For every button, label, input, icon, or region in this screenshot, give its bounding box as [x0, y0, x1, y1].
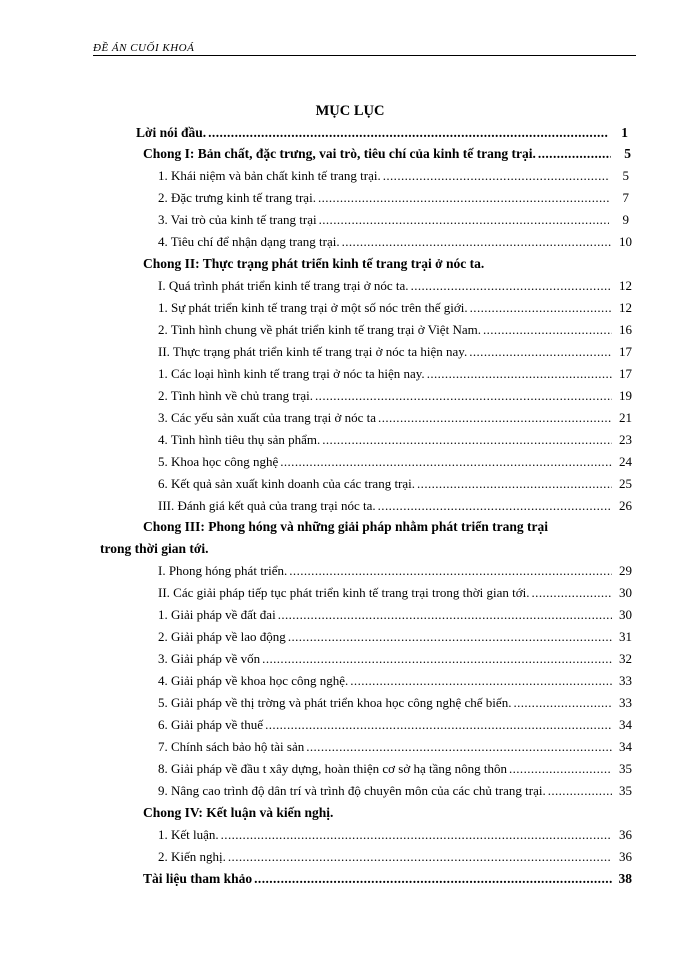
toc-entry-label: 3. Vai trò của kinh tế trang trại [158, 212, 317, 227]
toc-entry[interactable] [158, 366, 632, 382]
dot-leader [315, 388, 612, 404]
toc-entry-label: II. Các giải pháp tiếp tục phát triển kinh tế trang trại trong thời gian tới. [158, 585, 530, 600]
toc-entry-label: 2. Kiến nghị. [158, 849, 226, 864]
toc-entry-page: 19 [619, 388, 632, 403]
dot-leader [548, 783, 612, 799]
toc-entry-label: II. Thực trạng phát triển kinh tế trang trại ở nóc ta hiện nay. [158, 344, 468, 359]
dot-leader [383, 168, 609, 184]
toc-entry-page: 5 [622, 168, 629, 183]
toc-entry-page: 5 [624, 146, 631, 161]
dot-leader [228, 849, 612, 865]
toc-entry[interactable] [158, 629, 632, 645]
dot-leader [342, 234, 612, 250]
toc-entry[interactable] [158, 322, 632, 338]
toc-entry-label: III. Đánh giá kết quả của trang trại nóc ta. [158, 498, 376, 513]
toc-entry-label: Chong III: Phong hóng và những giải pháp nhằm phát triển trang trại [143, 519, 548, 534]
toc-entry-label: 1. Sự phát triển kinh tế trang trại ở một số nóc trên thế giới. [158, 300, 468, 315]
toc-entry-page: 34 [619, 739, 632, 754]
toc-entry[interactable] [158, 212, 629, 228]
toc-entry-label-continued: trong thời gian tới. [100, 541, 209, 556]
dot-leader [208, 125, 608, 141]
toc-entry-label: 5. Khoa học công nghệ [158, 454, 279, 469]
dot-leader [306, 739, 612, 755]
toc-entry-label: Tài liệu tham khảo [143, 871, 253, 886]
toc-entry[interactable] [158, 563, 632, 579]
dot-leader [288, 629, 612, 645]
toc-entry-label: 5. Giải pháp về thị trờng và phát triển khoa học công nghệ chế biến. [158, 695, 512, 710]
toc-entry[interactable] [158, 651, 632, 667]
toc-title: MỤC LỤC [315, 103, 385, 119]
toc-entry[interactable] [158, 454, 632, 470]
toc-entry-page: 36 [619, 827, 632, 842]
toc-entry-references[interactable] [143, 871, 632, 887]
dot-leader [509, 761, 612, 777]
toc-entry-label: 3. Các yếu sản xuất của trang trại ở nóc ta [158, 410, 377, 425]
toc-entry[interactable] [158, 190, 629, 206]
toc-entry-label: I. Quá trình phát triển kinh tế trang trại ở nóc ta. [158, 278, 409, 293]
dot-leader [318, 190, 609, 206]
toc-entry-preface[interactable] [136, 125, 628, 141]
toc-entry-label: 4. Tiêu chí để nhận dạng trang trại. [158, 234, 340, 249]
toc-entry[interactable] [158, 783, 632, 799]
toc-entry-page: 34 [619, 717, 632, 732]
toc-entry-label: 2. Đặc trưng kinh tế trang trại. [158, 190, 316, 205]
toc-entry-label: 3. Giải pháp về vốn [158, 651, 261, 666]
toc-entry-page: 32 [619, 651, 632, 666]
toc-entry[interactable] [158, 761, 632, 777]
dot-leader [322, 432, 612, 448]
toc-entry-page: 30 [619, 585, 632, 600]
toc-entry-page: 25 [619, 476, 632, 491]
toc-entry-chapter-2[interactable] [143, 256, 631, 272]
dot-leader [378, 498, 612, 514]
toc-entry-label: 1. Giải pháp về đất đai [158, 607, 276, 622]
toc-entry-label: 6. Giải pháp về thuế [158, 717, 264, 732]
toc-entry[interactable] [158, 717, 632, 733]
dot-leader [513, 695, 612, 711]
toc-entry-label: 6. Kết quả sản xuất kinh doanh của các trang trại. [158, 476, 416, 491]
dot-leader [254, 871, 612, 887]
dot-leader [469, 344, 612, 360]
toc-entry-page: 26 [619, 498, 632, 513]
toc-entry[interactable] [158, 234, 632, 250]
dot-leader [289, 563, 612, 579]
toc-entry-page: 29 [619, 563, 632, 578]
toc-entry[interactable] [158, 695, 632, 711]
toc-entry-page: 9 [622, 212, 629, 227]
toc-entry-page: 38 [618, 871, 632, 886]
toc-entry-page: 24 [619, 454, 632, 469]
toc-entry-page: 31 [619, 629, 632, 644]
toc-entry-page: 10 [619, 234, 632, 249]
toc-entry-chapter-3[interactable] [100, 516, 636, 560]
dot-leader [221, 827, 612, 843]
toc-entry-page: 33 [619, 673, 632, 688]
dot-leader [538, 146, 611, 162]
toc-entry-label: 7. Chính sách bảo hộ tài sản [158, 739, 305, 754]
toc-entry-label: 4. Giải pháp về khoa học công nghệ. [158, 673, 349, 688]
toc-entry[interactable] [158, 739, 632, 755]
toc-entry[interactable] [158, 585, 632, 601]
toc-entry-label: I. Phong hóng phát triển. [158, 563, 288, 578]
toc-entry-page: 35 [619, 783, 632, 798]
dot-leader [411, 278, 612, 294]
dot-leader [278, 607, 612, 623]
toc-entry-label: Chong I: Bản chất, đặc trưng, vai trò, tiêu chí của kinh tế trang trại. [143, 146, 536, 161]
toc-entry-label: Chong IV: Kết luận và kiến nghị. [143, 805, 334, 820]
dot-leader [350, 673, 612, 689]
toc-entry[interactable] [158, 498, 632, 514]
toc-entry[interactable] [158, 278, 632, 294]
toc-entry-page: 36 [619, 849, 632, 864]
toc-entry[interactable] [158, 607, 632, 623]
toc-entry[interactable] [158, 410, 632, 426]
toc-entry[interactable] [158, 168, 629, 184]
toc-entry-page: 35 [619, 761, 632, 776]
toc-entry-label: 2. Tình hình về chủ trang trại. [158, 388, 314, 403]
toc-entry[interactable] [158, 388, 632, 404]
toc-entry-page: 12 [619, 300, 632, 315]
toc-entry-page: 17 [619, 366, 632, 381]
toc-entry-page: 17 [619, 344, 632, 359]
dot-leader [483, 322, 612, 338]
toc-entry-page: 23 [619, 432, 632, 447]
header-rule [93, 55, 636, 56]
toc-entry[interactable] [158, 476, 632, 492]
dot-leader [319, 212, 609, 228]
toc-entry[interactable] [158, 432, 632, 448]
toc-entry-chapter-4[interactable] [143, 805, 631, 821]
toc-entry-chapter-1[interactable] [143, 146, 631, 162]
dot-leader [427, 366, 612, 382]
toc-entry-page: 1 [621, 125, 628, 140]
toc-entry-page: 12 [619, 278, 632, 293]
dot-leader [470, 300, 612, 316]
dot-leader [262, 651, 612, 667]
toc-entry[interactable] [158, 849, 632, 865]
toc-entry[interactable] [158, 344, 632, 360]
toc-entry-label: 4. Tình hình tiêu thụ sản phẩm. [158, 432, 321, 447]
toc-entry-label: Lời nói đầu. [136, 125, 207, 140]
toc-entry-label: 1. Kết luận. [158, 827, 219, 842]
toc-entry-page: 30 [619, 607, 632, 622]
toc-entry-label: 9. Nâng cao trình độ dân trí và trình độ chuyên môn của các chủ trang trại. [158, 783, 546, 798]
toc-entry[interactable] [158, 673, 632, 689]
toc-entry[interactable] [158, 300, 632, 316]
dot-leader [378, 410, 612, 426]
toc-entry-page: 7 [622, 190, 629, 205]
toc-entry-label: 2. Giải pháp về lao động [158, 629, 286, 644]
toc-entry[interactable] [158, 827, 632, 843]
dot-leader [265, 717, 612, 733]
document-header: ĐỀ ÁN CUỐI KHOÁ [93, 42, 195, 54]
toc-entry-label: 1. Các loại hình kinh tế trang trại ở nóc ta hiện nay. [158, 366, 425, 381]
toc-entry-page: 33 [619, 695, 632, 710]
toc-entry-page: 21 [619, 410, 632, 425]
toc-entry-label: Chong II: Thực trạng phát triển kinh tế trang trại ở nóc ta. [143, 256, 485, 271]
dot-leader [280, 454, 612, 470]
toc-entry-label: 8. Giải pháp về đầu t xây dựng, hoàn thiện cơ sở hạ tầng nông thôn [158, 761, 507, 776]
toc-entry-label: 1. Khái niệm và bản chất kinh tế trang trại. [158, 168, 381, 183]
dot-leader [532, 585, 612, 601]
toc-entry-page: 16 [619, 322, 632, 337]
dot-leader [417, 476, 612, 492]
toc-entry-label: 2. Tình hình chung về phát triển kinh tế trang trại ở Việt Nam. [158, 322, 481, 337]
